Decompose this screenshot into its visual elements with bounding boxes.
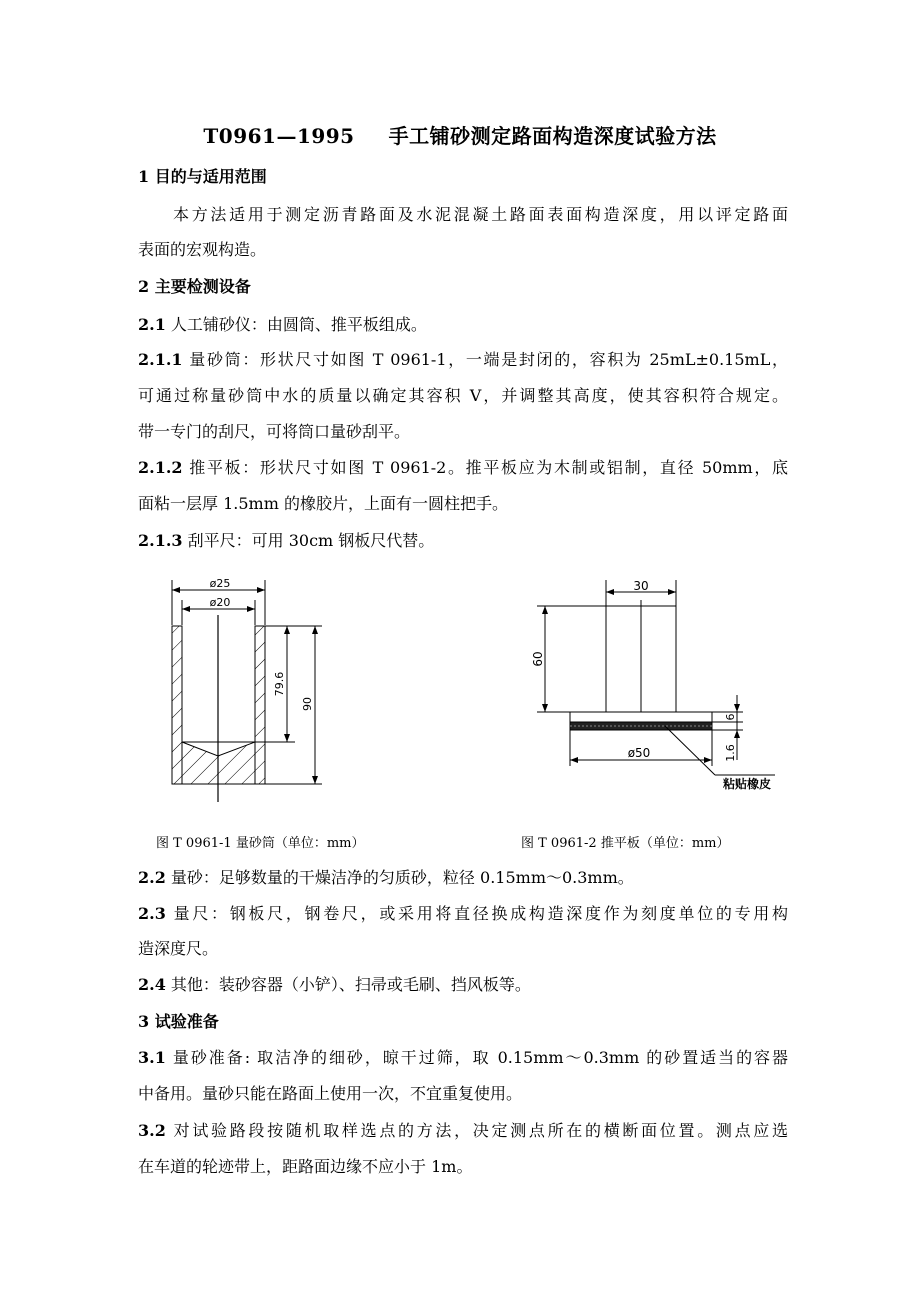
section-1-para-line-1: 本方法适用于测定沥青路面及水泥混凝土路面表面构造深度，用以评定路面	[173, 205, 788, 224]
item-2-1-3	[138, 531, 788, 551]
item-2-4-num: 2.4	[138, 975, 166, 994]
item-2-1	[138, 315, 788, 335]
item-2-2	[138, 868, 788, 888]
item-3-2-line-2: 在车道的轮迹带上，距路面边缘不应小于 1m。	[138, 1157, 473, 1176]
fig2-dim-plate-diameter: ø50	[627, 746, 651, 760]
item-3-1-line-2: 中备用。量砂只能在路面上使用一次，不宜重复使用。	[138, 1084, 523, 1103]
page-title	[0, 120, 920, 149]
item-2-4	[138, 975, 788, 995]
fig2-dim-handle-height: 60	[531, 651, 545, 667]
item-2-1-2-text-1: 推平板：形状尺寸如图 T 0961-2。推平板应为木制或铝制，直径 50mm，底	[182, 458, 788, 477]
item-3-1-num: 3.1	[138, 1048, 166, 1067]
figure-2-push-plate	[525, 570, 785, 795]
item-3-1-line-1	[138, 1048, 788, 1068]
item-2-1-2-num: 2.1.2	[138, 458, 183, 477]
item-3-2-num: 3.2	[138, 1121, 166, 1140]
fig1-dim-height: 90	[301, 697, 314, 711]
item-2-4-text: 其他：装砂容器（小铲）、扫帚或毛刷、挡风板等。	[165, 975, 531, 994]
item-2-1-2-line-2: 面粘一层厚 1.5mm 的橡胶片，上面有一圆柱把手。	[138, 494, 508, 513]
section-1-para-line-2: 表面的宏观构造。	[138, 240, 267, 259]
item-2-1-1-line-1	[138, 350, 788, 370]
figure-1-caption: 图 T 0961-1 量砂筒（单位：mm）	[156, 836, 365, 851]
fig1-dim-depth: 79.6	[273, 671, 286, 697]
item-2-3-line-2: 造深度尺。	[138, 939, 219, 958]
item-2-3-num: 2.3	[138, 904, 166, 923]
section-1-heading: 1 目的与适用范围	[138, 167, 267, 186]
item-2-1-1-text-1: 量砂筒：形状尺寸如图 T 0961-1，一端是封闭的，容积为 25mL±0.15mL，	[182, 350, 788, 369]
fig1-dim-inner: ø20	[209, 596, 231, 609]
item-2-1-3-num: 2.1.3	[138, 531, 183, 550]
item-3-2-text-1: 对试验路段按随机取样选点的方法，决定测点所在的横断面位置。测点应选	[165, 1121, 788, 1140]
section-3-heading: 3 试验准备	[138, 1012, 219, 1031]
fig2-label-rubber: 粘贴橡皮	[722, 777, 772, 791]
fig2-dim-rubber-thickness: 1.6	[724, 744, 737, 762]
figure-2-caption: 图 T 0961-2 推平板（单位：mm）	[521, 836, 730, 851]
fig2-dim-handle-width: 30	[633, 579, 649, 593]
standard-code: T0961—1995	[203, 124, 355, 148]
item-2-1-1-line-3: 带一专门的刮尺，可将筒口量砂刮平。	[138, 422, 411, 441]
fig2-dim-plate-thickness: 6	[724, 713, 737, 721]
item-2-3-text-1: 量尺：钢板尺，钢卷尺，或采用将直径换成构造深度作为刻度单位的专用构	[165, 904, 788, 923]
section-2-heading: 2 主要检测设备	[138, 277, 251, 296]
title-name: 手工铺砂测定路面构造深度试验方法	[388, 124, 717, 148]
item-2-2-num: 2.2	[138, 868, 166, 887]
item-2-3-line-1	[138, 904, 788, 924]
item-2-1-3-text: 刮平尺：可用 30cm 钢板尺代替。	[182, 531, 435, 550]
item-2-1-1-line-2: 可通过称量砂筒中水的质量以确定其容积 V，并调整其高度，使其容积符合规定。	[138, 386, 788, 405]
figure-1-sand-cylinder	[150, 570, 340, 810]
item-3-2-line-1	[138, 1121, 788, 1141]
item-3-1-text-1: 量砂准备: 取洁净的细砂，晾干过筛，取 0.15mm～0.3mm 的砂置适当的容器	[165, 1048, 788, 1067]
item-2-1-2-line-1	[138, 458, 788, 478]
item-2-1-1-num: 2.1.1	[138, 350, 183, 369]
fig1-dim-outer: ø25	[209, 577, 231, 590]
item-2-1-text: 人工铺砂仪：由圆筒、推平板组成。	[165, 315, 427, 334]
item-2-1-num: 2.1	[138, 315, 166, 334]
item-2-2-text: 量砂：足够数量的干燥洁净的匀质砂，粒径 0.15mm～0.3mm。	[165, 868, 634, 887]
